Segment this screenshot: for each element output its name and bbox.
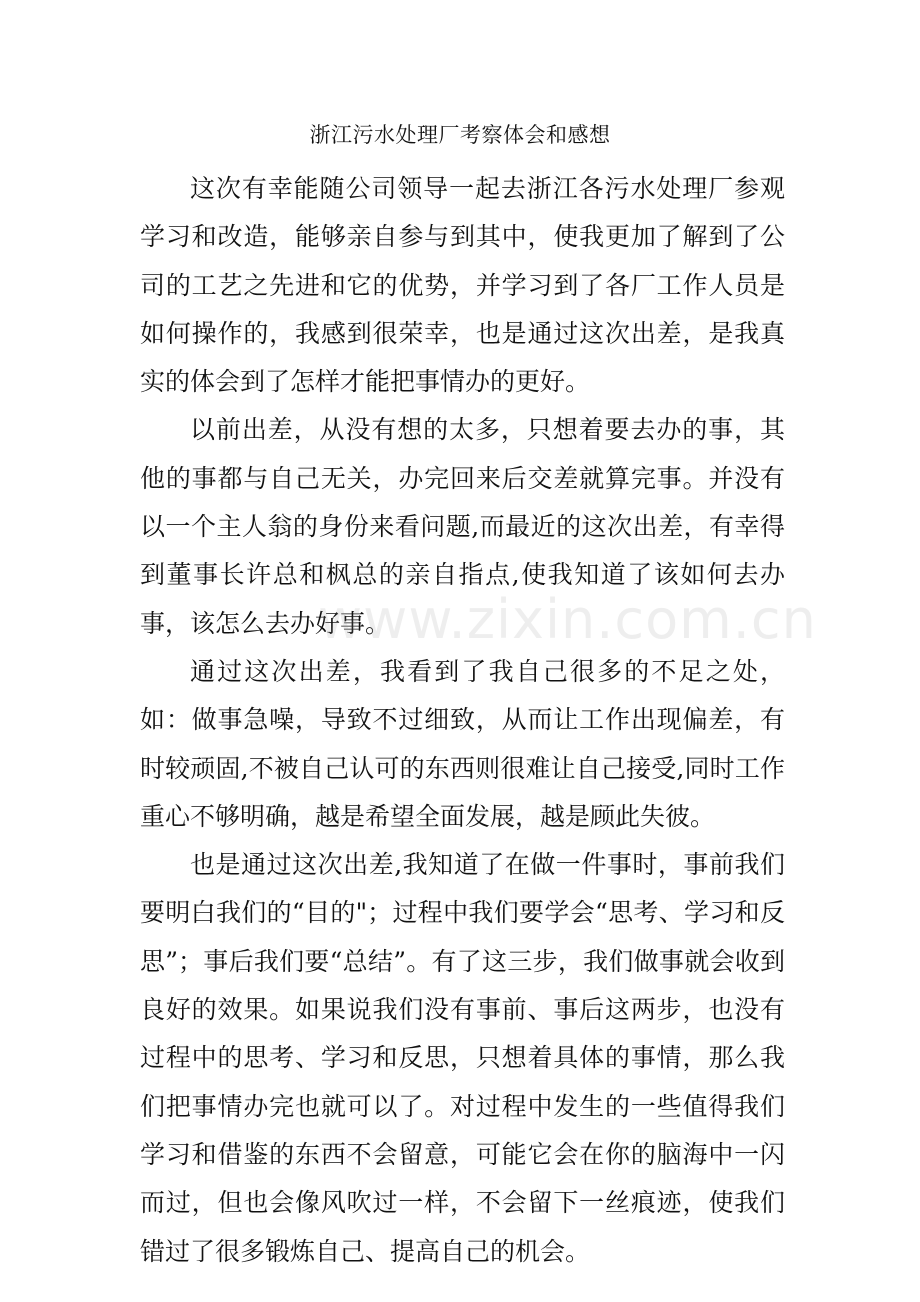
watermark: www.zixin.com.cn — [318, 588, 817, 651]
paragraph-4: 也是通过这次出差,我知道了在做一件事时，事前我们要明白我们的“目的"；过程中我们要学会“思考、学习和反思”；事后我们要“总结”。有了这三步，我们做事就会收到良好的效果。如果说我们没有事前、事后这两步，也没有过程中的思考、学习和反思，只想着具体的事情，那么我们把事情办完也就可以了。对过程中发生的一些值得我们学习和借鉴的东西不会留意，可能它会在你的脑海中一闪而过，但也会像风吹过一样，不会留下一丝痕迹，使我们错过了很多锻炼自己、提高自己的机会。 — [140, 850, 785, 1266]
paragraph-1: 这次有幸能随公司领导一起去浙江各污水处理厂参观学习和改造，能够亲自参与到其中，使我更加了解到了公司的工艺之先进和它的优势，并学习到了各厂工作人员是如何操作的，我感到很荣幸，也是通过这次出差，是我真实的体会到了怎样才能把事情办的更好。 — [140, 174, 785, 397]
paragraph-2: 以前出差，从没有想的太多，只想着要去办的事，其他的事都与自己无关，办完回来后交差就算完事。并没有以一个主人翁的身份来看问题,而最近的这次出差，有幸得到董事长许总和枫总的亲自指点,使我知道了该如何去办事，该怎么去办好事。 — [140, 415, 785, 638]
paragraph-3: 通过这次出差，我看到了我自己很多的不足之处，如：做事急噪，导致不过细致，从而让工作出现偏差，有时较顽固,不被自己认可的东西则很难让自己接受,同时工作重心不够明确，越是希望全面发展，越是顾此失彼。 — [140, 656, 785, 831]
document-title: 浙江污水处理厂考察体会和感想 — [309, 123, 611, 147]
document-body — [140, 165, 785, 1276]
